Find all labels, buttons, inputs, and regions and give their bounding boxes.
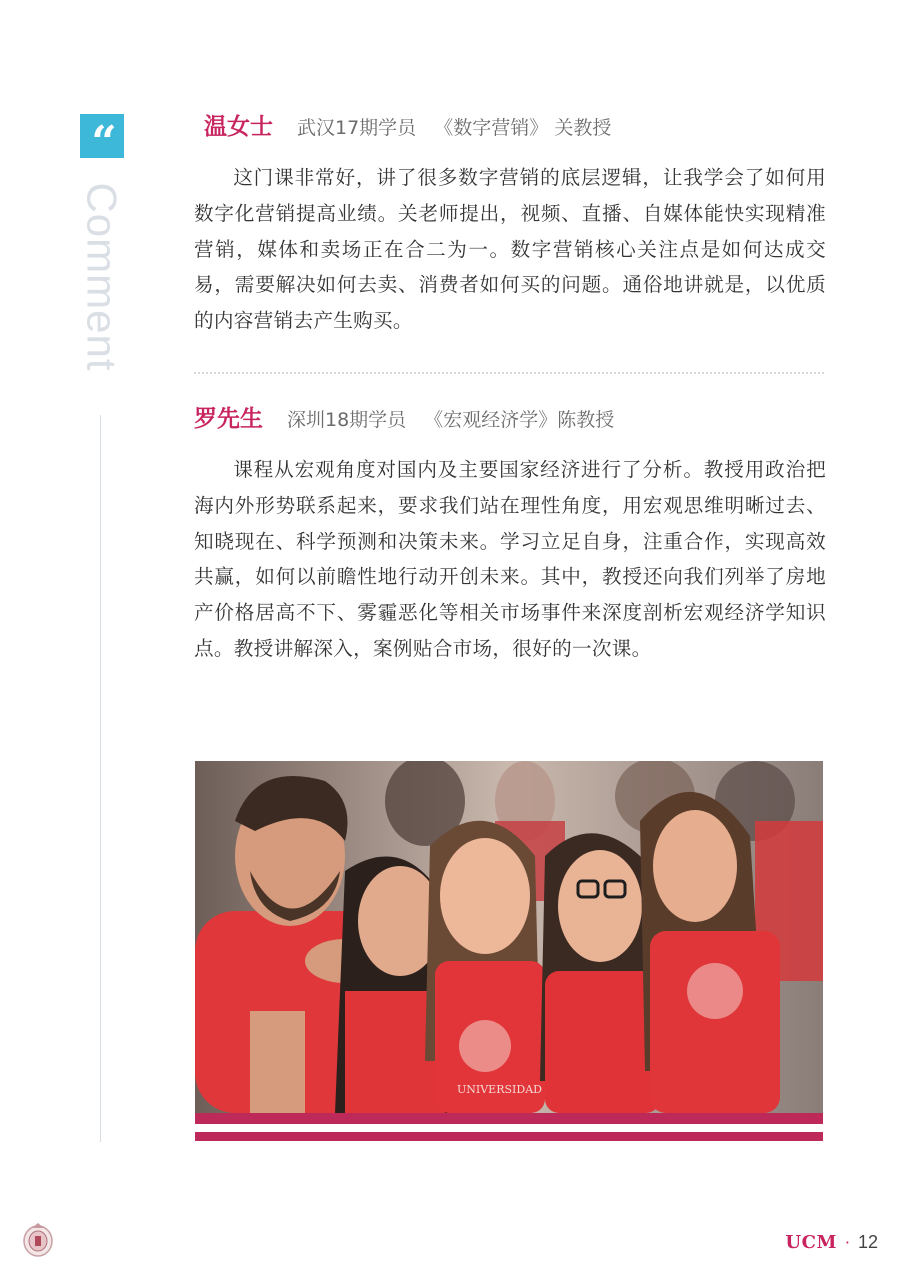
brand-separator: · [844,1232,850,1252]
testimonial-meta: 武汉17期学员 《数字营销》 关教授 [297,117,612,139]
accent-band-top [195,1113,823,1124]
testimonial-2 [194,400,826,667]
dotted-divider [194,372,824,374]
shirt-text: UNIVERSIDAD [457,1083,542,1096]
brand-logo-text: UCM [785,1231,837,1253]
side-divider-line [100,415,101,1142]
students-photo-illustration [195,761,823,1113]
testimonial-meta: 深圳18期学员 《宏观经济学》陈教授 [287,409,615,431]
testimonial-header [194,400,826,440]
testimonial-name: 罗先生 [194,406,263,432]
quote-icon: “ [80,114,124,158]
testimonial-body: 这门课非常好，讲了很多数字营销的底层逻辑，让我学会了如何用数字化营销提高业绩。关老师提出，视频、直播、自媒体能快实现精准营销，媒体和卖场正在合二为一。数字营销核心关注点是如何达成交易，需要解决如何去卖、消费者如何买的问题。通俗地讲就是，以优质的内容营销去产生购买。 [194,166,826,333]
testimonial-body: 课程从宏观角度对国内及主要国家经济进行了分析。教授用政治把海内外形势联系起来，要求我们站在理性角度，用宏观思维明晰过去、知晓现在、科学预测和决策未来。学习立足自身，注重合作，实现高效共赢，如何以前瞻性地行动开创未来。其中，教授还向我们列举了房地产价格居高不下、雾霾恶化等相关市场事件来深度剖析宏观经济学知识点。教授讲解深入，案例贴合市场，很好的一次课。 [194,458,826,660]
side-label [80,172,124,382]
footer-brand [785,1230,878,1254]
testimonial-header [194,108,826,148]
comment-label: Comment [79,182,126,372]
accent-band-bottom [195,1132,823,1141]
students-photo [195,761,823,1113]
testimonial-name: 温女士 [204,114,273,140]
page-number: 12 [857,1231,878,1252]
university-seal-icon [22,1222,54,1258]
testimonial-1 [194,108,826,339]
